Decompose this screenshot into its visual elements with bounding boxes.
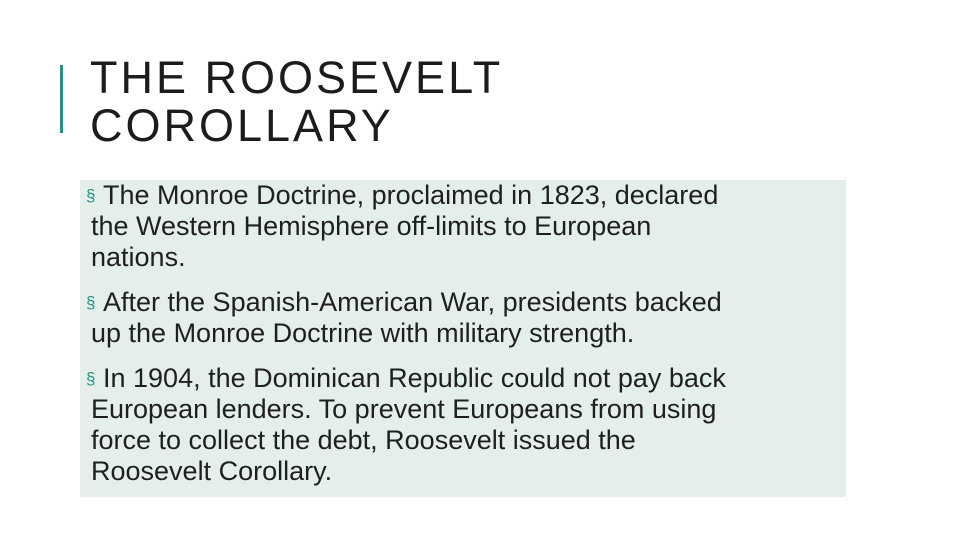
bullet-marker-icon: §	[86, 186, 96, 205]
bullet-marker-icon: §	[86, 293, 96, 312]
bullet-text: The Monroe Doctrine, proclaimed in 1823, declared the Western Hemisphere off-limits to European nations.	[91, 180, 719, 272]
title-accent-bar	[60, 65, 63, 133]
bullet-item	[80, 180, 846, 273]
bullet-text: After the Spanish-American War, presidents backed up the Monroe Doctrine with military strength.	[91, 287, 722, 348]
bullet-text: In 1904, the Dominican Republic could not pay back European lenders. To prevent Europeans from using force to collect the debt, Roosevelt issued the Roosevelt Corollary.	[91, 363, 726, 486]
bullet-marker-icon: §	[86, 369, 96, 388]
bullet-item	[80, 287, 846, 349]
slide-title: THE ROOSEVELT COROLLARY	[90, 52, 504, 151]
bullet-list	[80, 180, 846, 501]
content-box	[80, 180, 846, 497]
bullet-item	[80, 363, 846, 487]
